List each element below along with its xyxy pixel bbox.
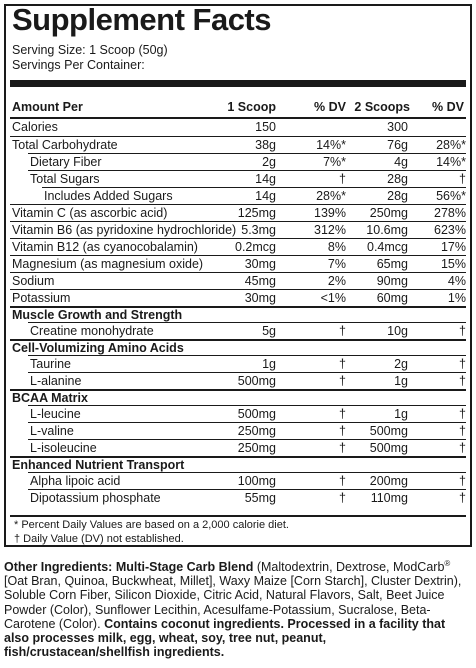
dv-two-scoops: 56%* (436, 189, 466, 203)
amount-one-scoop: 250mg (237, 424, 276, 438)
nutrient-row (28, 405, 466, 422)
amount-one-scoop: 0.2mcg (235, 240, 276, 254)
section-header (10, 306, 466, 322)
dv-one-scoop: † (339, 324, 346, 338)
two-scoops-header: 2 Scoops (354, 100, 410, 114)
dv-one-scoop: 28%* (316, 189, 346, 203)
ingredients-label: Other Ingredients: (4, 560, 113, 574)
nutrient-name: Creatine monohydrate (30, 324, 154, 338)
section-header (10, 339, 466, 355)
dv-one-scoop: † (339, 357, 346, 371)
section-title: Enhanced Nutrient Transport (12, 458, 185, 472)
amount-one-scoop: 500mg (237, 407, 276, 421)
servings-per-container: Servings Per Container: (12, 58, 145, 72)
nutrient-name: Total Carbohydrate (12, 138, 118, 152)
registered-mark: ® (444, 558, 451, 568)
nutrient-name: Vitamin B12 (as cyanocobalamin) (12, 240, 198, 254)
nutrient-row (28, 489, 466, 506)
amount-two-scoops: 60mg (376, 291, 408, 305)
amount-two-scoops: 300 (387, 120, 408, 134)
dv-two-scoops: † (459, 441, 466, 455)
one-scoop-header: 1 Scoop (227, 100, 276, 114)
nutrient-row (42, 187, 466, 204)
dv-one-scoop: † (339, 374, 346, 388)
bottom-divider (10, 515, 466, 517)
nutrient-name: Potassium (12, 291, 71, 305)
dv-two-scoops: 623% (434, 223, 466, 237)
dv-two-scoops: † (459, 474, 466, 488)
nutrient-row (10, 272, 466, 289)
dv-one-scoop: † (339, 407, 346, 421)
section-header (10, 456, 466, 472)
dv-one-scoop: <1% (320, 291, 346, 305)
serving-size: Serving Size: 1 Scoop (50g) (12, 43, 168, 57)
allergen-statement: Contains coconut ingredients. Processed in a facility that also processes milk, egg, wheat, soy, tree nut, peanut, fish/crustacean/shellfish ingredients. (4, 616, 446, 660)
dv-one-scoop: 312% (314, 223, 346, 237)
dv-two-scoops: † (459, 491, 466, 505)
nutrient-row (28, 372, 466, 389)
amount-two-scoops: 2g (394, 357, 408, 371)
nutrient-name: Alpha lipoic acid (30, 474, 121, 488)
dv-two-scoops: † (459, 357, 466, 371)
dv-two-scoops: † (459, 407, 466, 421)
footnote-dagger: † Daily Value (DV) not established. (14, 533, 184, 545)
dv-two-scoops: † (459, 374, 466, 388)
nutrient-name: Vitamin B6 (as pyridoxine hydrochloride) (12, 223, 237, 237)
amount-two-scoops: 4g (394, 155, 408, 169)
amount-two-scoops: 500mg (369, 441, 408, 455)
amount-two-scoops: 200mg (369, 474, 408, 488)
dv-two-scoops: † (459, 424, 466, 438)
nutrient-name: Includes Added Sugars (44, 189, 173, 203)
nutrient-row (10, 238, 466, 255)
amount-one-scoop: 100mg (237, 474, 276, 488)
dv-two-scoops: 4% (447, 274, 466, 288)
amount-one-scoop: 45mg (244, 274, 276, 288)
amount-two-scoops: 1g (394, 407, 408, 421)
column-header (12, 100, 464, 118)
section-title: Muscle Growth and Strength (12, 308, 183, 322)
nutrient-row (28, 153, 466, 170)
nutrient-name: L-valine (30, 424, 74, 438)
nutrient-row (10, 255, 466, 272)
dv-one-scoop: 139% (314, 206, 346, 220)
dv-one-scoop: 7%* (323, 155, 346, 169)
dv-one-scoop: † (339, 424, 346, 438)
amount-two-scoops: 28g (387, 172, 408, 186)
amount-two-scoops: 28g (387, 189, 408, 203)
amount-per-header: Amount Per (12, 100, 83, 114)
amount-one-scoop: 30mg (244, 257, 276, 271)
section-title: Cell-Volumizing Amino Acids (12, 341, 184, 355)
amount-two-scoops: 65mg (376, 257, 408, 271)
ingredients-text-2: [Oat Bran, Quinoa, Buckwheat, Millet], Waxy Maize [Corn Starch], Cluster Dextrin), Soluble Corn Fiber, Silicon Dioxide, Citric Acid, Natural Flavors, Salt, Beet Juice Powder (Color), Sunflower Lecithin, Acesulfame-Potassium, Sucralose, Beta-Carotene (Color). (4, 574, 462, 631)
dv-one-scoop: 14%* (316, 138, 346, 152)
amount-two-scoops: 0.4mcg (367, 240, 408, 254)
nutrient-row (28, 322, 466, 339)
amount-two-scoops: 10.6mg (366, 223, 408, 237)
nutrient-name: Dietary Fiber (30, 155, 102, 169)
dv-one-scoop: 2% (327, 274, 346, 288)
nutrient-row (10, 204, 466, 221)
nutrient-name: Magnesium (as magnesium oxide) (12, 257, 204, 271)
amount-one-scoop: 500mg (237, 374, 276, 388)
ingredients-text-1: (Maltodextrin, Dextrose, ModCarb (256, 560, 445, 574)
amount-two-scoops: 90mg (376, 274, 408, 288)
nutrient-row (28, 355, 466, 372)
nutrient-row (28, 422, 466, 439)
nutrient-row (10, 221, 466, 238)
other-ingredients (4, 560, 470, 659)
amount-one-scoop: 150 (255, 120, 276, 134)
panel-title: Supplement Facts (12, 2, 271, 37)
dv-one-scoop: † (339, 172, 346, 186)
dv-one-scoop: † (339, 441, 346, 455)
amount-one-scoop: 5.3mg (241, 223, 276, 237)
nutrient-name: L-alanine (30, 374, 82, 388)
nutrient-row (10, 136, 466, 153)
amount-two-scoops: 10g (387, 324, 408, 338)
amount-two-scoops: 76g (387, 138, 408, 152)
dv-one-scoop: † (339, 474, 346, 488)
dv-one-scoop: 8% (327, 240, 346, 254)
amount-two-scoops: 1g (394, 374, 408, 388)
amount-one-scoop: 2g (262, 155, 276, 169)
section-title: BCAA Matrix (12, 391, 88, 405)
amount-two-scoops: 110mg (370, 491, 408, 505)
dv-two-scoops: 15% (440, 257, 466, 271)
nutrient-name: Calories (12, 120, 58, 134)
nutrient-row (28, 472, 466, 489)
amount-two-scoops: 500mg (369, 424, 408, 438)
amount-one-scoop: 5g (262, 324, 276, 338)
nutrient-row (10, 119, 466, 136)
amount-one-scoop: 14g (255, 189, 276, 203)
dv-two-scoops: 278% (434, 206, 466, 220)
dv-two-scoops: † (459, 172, 466, 186)
amount-one-scoop: 14g (255, 172, 276, 186)
dv-one-scoop: † (339, 491, 346, 505)
supplement-facts-panel (4, 4, 472, 547)
footnote-percent: * Percent Daily Values are based on a 2,000 calorie diet. (14, 519, 289, 531)
thick-divider (10, 80, 466, 87)
dv2-header: % DV (432, 100, 464, 114)
dv-two-scoops: 28%* (436, 138, 466, 152)
dv-two-scoops: 1% (447, 291, 466, 305)
amount-one-scoop: 55mg (244, 491, 276, 505)
nutrient-name: L-leucine (30, 407, 81, 421)
amount-one-scoop: 30mg (244, 291, 276, 305)
dv1-header: % DV (314, 100, 346, 114)
section-header (10, 389, 466, 405)
amount-one-scoop: 38g (255, 138, 276, 152)
nutrient-name: Vitamin C (as ascorbic acid) (12, 206, 168, 220)
dv-one-scoop: 7% (327, 257, 346, 271)
nutrient-row (10, 289, 466, 306)
nutrient-name: Sodium (12, 274, 55, 288)
dv-two-scoops: 17% (440, 240, 466, 254)
nutrient-name: Total Sugars (30, 172, 100, 186)
nutrient-name: Taurine (30, 357, 71, 371)
amount-one-scoop: 1g (262, 357, 276, 371)
dv-two-scoops: † (459, 324, 466, 338)
nutrient-name: Dipotassium phosphate (30, 491, 161, 505)
amount-one-scoop: 125mg (237, 206, 276, 220)
nutrient-row (28, 439, 466, 456)
amount-two-scoops: 250mg (369, 206, 408, 220)
amount-one-scoop: 250mg (237, 441, 276, 455)
blend-name: Multi-Stage Carb Blend (115, 560, 254, 574)
nutrient-name: L-isoleucine (30, 441, 97, 455)
dv-two-scoops: 14%* (436, 155, 466, 169)
nutrient-row (28, 170, 466, 187)
